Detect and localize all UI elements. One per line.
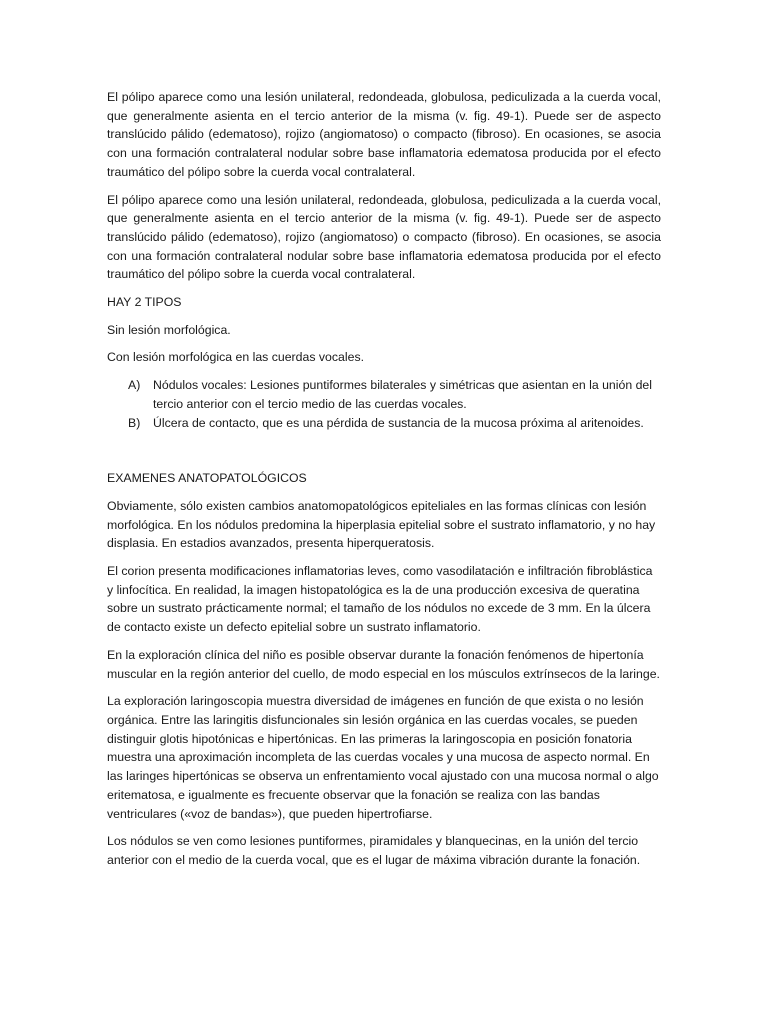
exams-heading: EXAMENES ANATOPATOLÓGICOS bbox=[107, 471, 307, 486]
list-item-a bbox=[107, 376, 661, 413]
list-text-b: Úlcera de contacto, que es una pérdida de sustancia de la mucosa próxima al aritenoides. bbox=[153, 415, 644, 430]
intro-paragraph-2: El pólipo aparece como una lesión unilateral, redondeada, globulosa, pediculizada a la cuerda vocal, que generalmente asienta en el tercio anterior de la misma (v. fig. 49-1). Puede ser de aspecto translúcido pálido (edematoso), rojizo (angiomatoso) o compacto (fibroso). En ocasiones, se asocia con una formación contralateral nodular sobre base inflamatoria edematosa producida por el efecto traumático del pólipo sobre la cuerda vocal contralateral. bbox=[107, 192, 661, 282]
exam-paragraph-1: Obviamente, sólo existen cambios anatomopatológicos epiteliales en las formas clínicas con lesión morfológica. En los nódulos predomina la hiperplasia epitelial sobre el sustrato inflamatorio, y no hay displasia. En estadios avanzados, presenta hiperqueratosis. bbox=[107, 498, 656, 551]
exam-paragraph-4: La exploración laringoscopia muestra diversidad de imágenes en función de que exista o no lesión orgánica. Entre las laringitis disfuncionales sin lesión orgánica en las cuerdas vocales, se pueden distinguir glotis hipotónicas e hipertónicas. En las primeras la laringoscopia en posición fonatoria muestra una aproximación incompleta de las cuerdas vocales y una mucosa de aspecto normal. En las laringes hipertónicas se observa un enfrentamiento vocal ajustado con una mucosa normal o algo eritematosa, e igualmente es frecuente observar que la fonación se realiza con las bandas ventriculares («voz de bandas»), que pueden hipertrofiarse. bbox=[107, 694, 659, 821]
list-text-a: Nódulos vocales: Lesiones puntiformes bilaterales y simétricas que asientan en la unión del tercio anterior con el tercio medio de las cuerdas vocales. bbox=[153, 378, 652, 411]
list-item-b bbox=[107, 414, 661, 433]
list-marker-a: A) bbox=[128, 378, 141, 393]
intro-paragraph-1: El pólipo aparece como una lesión unilateral, redondeada, globulosa, pediculizada a la cuerda vocal, que generalmente asienta en el tercio anterior de la misma (v. fig. 49-1). Puede ser de aspecto translúcido pálido (edematoso), rojizo (angiomatoso) o compacto (fibroso). En ocasiones, se asocia con una formación contralateral nodular sobre base inflamatoria edematosa producida por el efecto traumático del pólipo sobre la cuerda vocal contralateral. bbox=[107, 90, 661, 179]
types-heading: HAY 2 TIPOS bbox=[107, 295, 182, 310]
list-marker-b: B) bbox=[128, 415, 141, 430]
spacer bbox=[107, 441, 661, 469]
type-2-text: Con lesión morfológica en las cuerdas vocales. bbox=[107, 350, 365, 365]
exam-paragraph-5: Los nódulos se ven como lesiones puntiformes, piramidales y blanquecinas, en la unión del tercio anterior con el medio de la cuerda vocal, que es el lugar de máxima vibración durante la fonación. bbox=[107, 834, 641, 867]
type-1-text: Sin lesión morfológica. bbox=[107, 322, 231, 337]
lesion-list bbox=[107, 376, 661, 432]
exam-paragraph-2: El corion presenta modificaciones inflamatorias leves, como vasodilatación e infiltración fibroblástica y linfocítica. En realidad, la imagen histopatológica es la de una producción excesiva de queratina sobre un sustrato prácticamente normal; el tamaño de los nódulos no excede de 3 mm. En la úlcera de contacto existe un defecto epitelial sobre un sustrato inflamatorio. bbox=[107, 564, 653, 635]
exam-paragraph-3: En la exploración clínica del niño es posible observar durante la fonación fenómenos de hipertonía muscular en la región anterior del cuello, de modo especial en los músculos extrínsecos de la laringe. bbox=[107, 647, 660, 681]
document-page bbox=[107, 88, 661, 879]
